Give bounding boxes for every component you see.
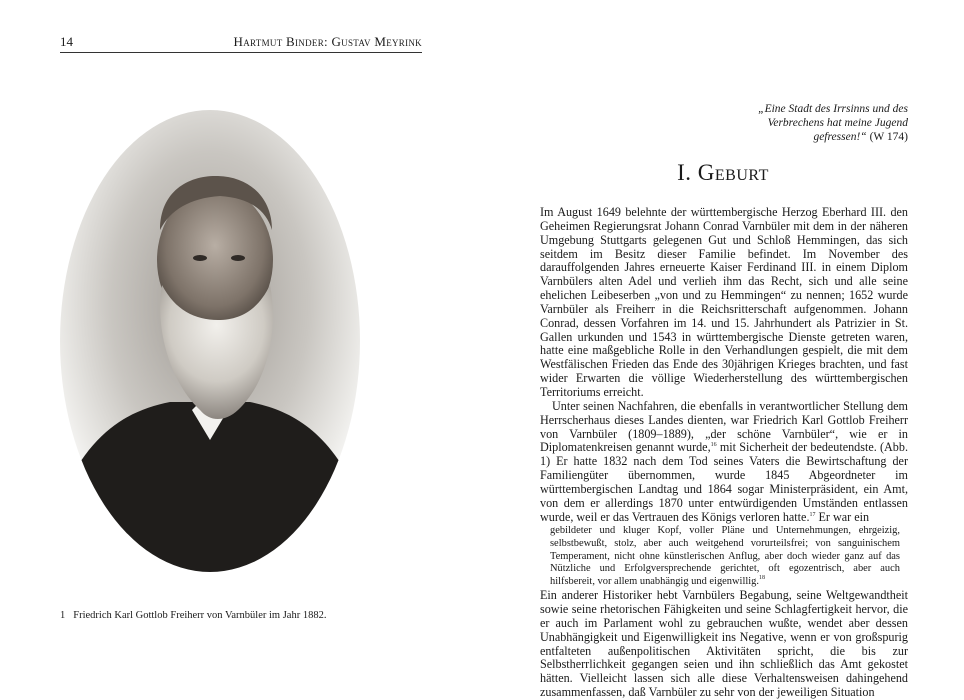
epigraph-quote: „Eine Stadt des Irrsinns und des Verbrechens hat meine Jugend gefressen!“	[758, 103, 908, 143]
page-number: 14	[60, 34, 73, 49]
paragraph-2: Unter seinen Nachfahren, die ebenfalls in verantwortlicher Stellung dem Herrscherhaus dieses Landes dienten, war Friedrich Karl Gottlob Freiherr von Varnbüler (1809–1889), „der schöne Varnbüler“, wie er in Diplomatenkreisen genannt wurde,$^{16}$ mit Sicherheit der bedeutendste. (Abb. 1) Er hatte 1832 nach dem Tod seines Vaters die Bewirtschaftung der Familiengüter übernommen, wurde 1845 Abgeordneter im württembergischen Landtag und 1864 sogar Ministerpräsident, ein Amt, von dem er allerdings 1870 unter entwürdigenden Umständen entlassen wurde, weil er das Vertrauen des Königs verloren hatte.$^{17}$ Er war ein	[540, 398, 908, 524]
epigraph	[732, 102, 908, 144]
figure-caption	[60, 610, 440, 621]
paragraph-1: Im August 1649 belehnte der württembergische Herzog Eberhard III. den Geheimen Regierungsrat Johann Conrad Varnbüler mit dem in der näheren Umgebung Stuttgarts gelegenen Gut und Schloß Hemmingen, das sich seitdem im Besitz dieser Familie befindet. Im November des darauffolgenden Jahres erneuerte Kaiser Ferdinand III. in einem Diplom Varnbülers alten Adel und verlieh ihm das Recht, sich und alle seine ehelichen Leibeserben „von und zu Hemmingen“ zu nennen; 1652 wurde Varnbüler als Freiherr in die Reichsritterschaft aufgenommen. Johann Conrad, dessen Vorfahren im 14. und 15. Jahrhundert als Patrizier in St. Gallen urkunden und 1543 in württembergische Dienste getreten waren, hatte eine maßgebliche Rolle in den Verhandlungen gespielt, die mit dem Westfälischen Frieden das Ende des 30jährigen Krieges brachten, und fast wider Erwarten die völlige Wiederherstellung des württembergischen Territoriums erreicht.	[540, 205, 908, 399]
running-header	[60, 34, 422, 53]
footnote-ref-18: 18	[759, 574, 765, 581]
chapter-heading	[482, 160, 964, 186]
portrait-photo	[60, 110, 360, 572]
running-head-title: Hartmut Binder: Gustav Meyrink	[233, 34, 422, 49]
chapter-title: Geburt	[697, 160, 769, 185]
chapter-number: I.	[677, 160, 692, 185]
footnote-ref-16: 16	[710, 442, 717, 449]
block-quote: gebildeter und kluger Kopf, voller Pläne und Unternehmungen, ehrgeizig, selbstbewußt, stolz, aber auch weitgehend vorurteilsfrei; von sanguinischem Temperament, nicht ohne künstlerischen Anflug, aber doch wieder ganz auf das Nützliche und Erfolgversprechende gerichtet, oft egozentrisch, aber auch hilfsbereit, vor allem unabhängig und eigenwillig.$^{18}$	[550, 525, 900, 587]
figure-number: 1	[60, 610, 66, 621]
paragraph-3: Ein anderer Historiker hebt Varnbülers Begabung, seine Weltgewandtheit sowie seine rhetorischen Fähigkeiten und seine Schlagfertigkeit hervor, die er auch im Parlament wohl zu gebrauchen wußte, wendet aber dessen Unabhängigkeit und Eigenwilligkeit ins Negative, wenn er von großspurig entfalteten außenpolitischen Aktivitäten spricht, die bis zur Selbstherrlichkeit gegangen seien und ihn schließlich das Amt gekostet hätten. Vielleicht lassen sich alle diese Verhaltensweisen dahingehend zusammenfassen, daß Varnbüler zu sehr von der jeweiligen Situation	[540, 588, 908, 700]
left-page	[0, 0, 482, 680]
body-text	[540, 206, 908, 700]
figure-caption-text: Friedrich Karl Gottlob Freiherr von Varnbüler im Jahr 1882.	[73, 610, 327, 621]
right-page	[482, 0, 964, 700]
footnote-ref-17: 17	[809, 511, 816, 518]
epigraph-source: (W 174)	[866, 131, 908, 143]
